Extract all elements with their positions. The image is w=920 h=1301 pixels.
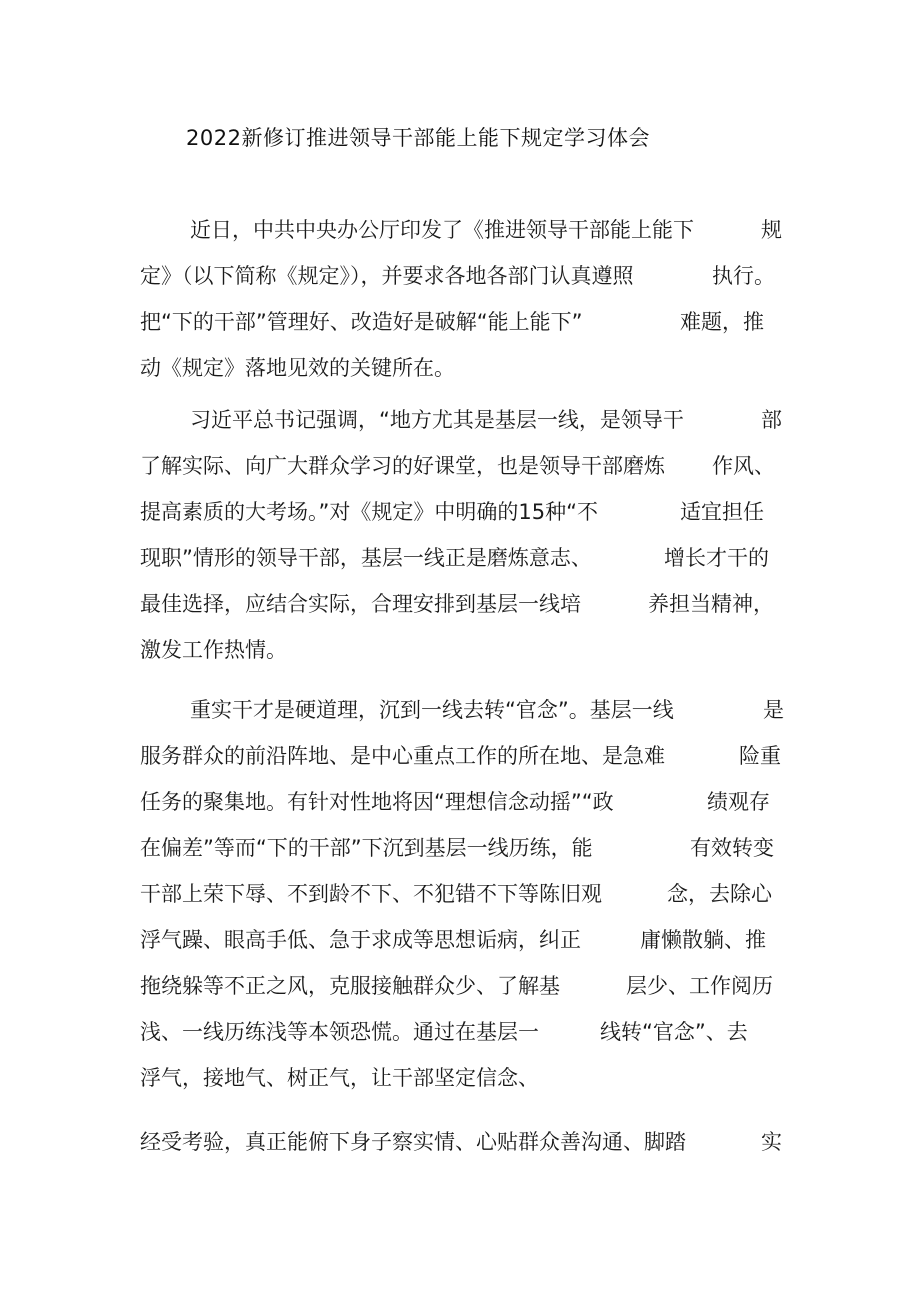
text-segment: 部 xyxy=(761,408,782,432)
text-segment: 了解实际、向广大群众学习的好课堂，也是领导干部磨炼 xyxy=(140,454,665,478)
text-line xyxy=(0,498,920,526)
text-line xyxy=(0,696,920,724)
text-segment: 念，去除心 xyxy=(667,882,772,906)
text-segment: 难题，推 xyxy=(680,310,764,334)
text-segment: 作风、 xyxy=(712,454,775,478)
text-segment: 拖绕躲等不正之风，克服接触群众少、了解基 xyxy=(140,974,560,998)
text-line xyxy=(0,972,920,1000)
text-segment: 服务群众的前沿阵地、是中心重点工作的所在地、是急难 xyxy=(140,744,665,768)
text-line xyxy=(0,262,920,290)
text-segment: 在偏差”等而“下的干部”下沉到基层一线历练，能 xyxy=(140,836,593,860)
text-segment: 动《规定》落地见效的关键所在。 xyxy=(140,356,455,380)
text-segment: 经受考验，真正能俯下身子察实情、心贴群众善沟通、脚踏 xyxy=(140,1130,686,1154)
text-segment: 激发工作热情。 xyxy=(140,638,287,662)
text-line xyxy=(0,788,920,816)
text-line xyxy=(0,544,920,572)
text-line xyxy=(0,308,920,336)
text-line xyxy=(0,834,920,862)
text-segment: 定》（以下简称《规定》），并要求各地各部门认真遵照 xyxy=(140,264,634,288)
text-segment: 适宜担任 xyxy=(680,500,764,524)
document-title: 2022新修订推进领导干部能上能下规定学习体会 xyxy=(186,126,650,150)
text-segment: 习近平总书记强调，“地方尤其是基层一线，是领导干 xyxy=(190,408,684,432)
text-segment: 最佳选择，应结合实际，合理安排到基层一线培 xyxy=(140,592,581,616)
text-segment: 浅、一线历练浅等本领恐慌。通过在基层一 xyxy=(140,1020,539,1044)
text-segment: 层少、工作阅历 xyxy=(626,974,773,998)
text-line xyxy=(0,742,920,770)
text-line xyxy=(0,926,920,954)
text-line xyxy=(0,636,920,664)
text-line xyxy=(0,1064,920,1092)
text-segment: 规 xyxy=(761,218,782,242)
text-segment: 提高素质的大考场。”对《规定》中明确的15种“不 xyxy=(140,500,598,524)
text-segment: 线转“官念”、去 xyxy=(600,1020,748,1044)
text-line xyxy=(0,216,920,244)
text-segment: 绩观存 xyxy=(707,790,770,814)
text-line xyxy=(0,880,920,908)
text-segment: 重实干才是硬道理，沉到一线去转“官念”。基层一线 xyxy=(190,698,674,722)
text-line xyxy=(0,590,920,618)
text-segment: 增长才干的 xyxy=(664,546,769,570)
text-segment: 有效转变 xyxy=(690,836,774,860)
text-segment: 养担当精神， xyxy=(648,592,774,616)
text-segment: 干部上荣下辱、不到龄不下、不犯错不下等陈旧观 xyxy=(140,882,602,906)
text-segment: 是 xyxy=(763,698,784,722)
text-segment: 任务的聚集地。有针对性地将因“理想信念动摇”“政 xyxy=(140,790,614,814)
text-segment: 险重 xyxy=(739,744,781,768)
text-line xyxy=(0,406,920,434)
text-line xyxy=(0,452,920,480)
text-line xyxy=(0,354,920,382)
text-segment: 浮气躁、眼高手低、急于求成等思想诟病，纠正 xyxy=(140,928,581,952)
text-segment: 浮气，接地气、树正气，让干部坚定信念、 xyxy=(140,1066,539,1090)
text-segment: 把“下的干部”管理好、改造好是破解“能上能下” xyxy=(140,310,583,334)
text-line xyxy=(0,1018,920,1046)
text-line xyxy=(0,1128,920,1156)
text-segment: 执行。 xyxy=(712,264,775,288)
text-segment: 现职”情形的领导干部，基层一线正是磨炼意志、 xyxy=(140,546,592,570)
text-segment: 实 xyxy=(761,1130,782,1154)
text-segment: 近日，中共中央办公厅印发了《推进领导干部能上能下 xyxy=(190,218,694,242)
text-segment: 庸懒散躺、推 xyxy=(640,928,766,952)
